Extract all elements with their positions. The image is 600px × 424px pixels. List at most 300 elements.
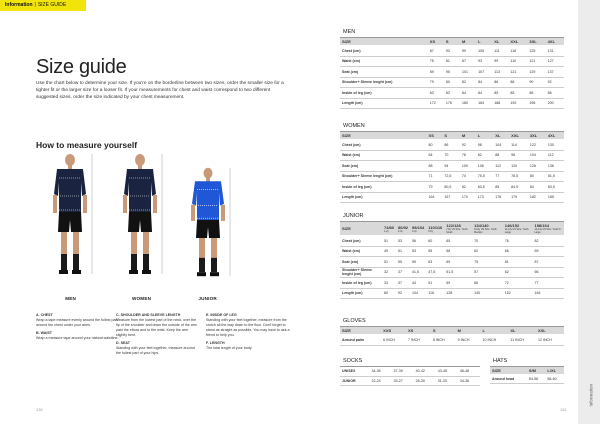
- table-cell: 104: [528, 150, 546, 161]
- table-cell: 125: [527, 46, 545, 57]
- table-cell: 104: [410, 288, 426, 299]
- section-header: [0, 0, 86, 11]
- table-row: [340, 67, 564, 78]
- table-row: [340, 98, 564, 109]
- figure-left-sock: [199, 258, 205, 272]
- table-cell: 47,5: [426, 267, 444, 278]
- column-header: 3XL: [527, 38, 545, 46]
- table-cell: 87: [532, 257, 564, 268]
- table-cell: 121: [527, 56, 545, 67]
- table-cell: 79: [427, 182, 443, 193]
- men-size-table: [340, 28, 564, 109]
- figure-left-leg: [61, 232, 67, 254]
- table-cell: 86: [492, 77, 508, 88]
- table-cell: 37: [396, 267, 410, 278]
- table-row: [340, 236, 564, 247]
- side-label: Information: [589, 384, 594, 407]
- row-label: Around head: [490, 375, 527, 384]
- table-row: [490, 375, 564, 384]
- table-row: [340, 46, 564, 57]
- hats-table-title: HATS: [490, 357, 564, 367]
- column-header: [396, 222, 410, 236]
- column-header: [444, 222, 472, 236]
- table-cell: 77: [493, 171, 509, 182]
- table-cell: 11 INCH: [508, 335, 536, 346]
- column-header: SIZE: [340, 222, 382, 236]
- table-cell: 99: [492, 56, 508, 67]
- row-label: JUNIOR: [340, 376, 369, 385]
- table-cell: 55: [396, 257, 410, 268]
- table-cell: 40-42: [414, 367, 436, 376]
- table-cell: 43-45: [436, 367, 458, 376]
- table-cell: 185: [546, 192, 564, 203]
- table-row: [340, 140, 564, 151]
- table-cell: 32: [382, 267, 396, 278]
- table-cell: 93: [476, 56, 492, 67]
- hats-table: [490, 367, 564, 384]
- table-cell: 31-33: [436, 376, 458, 385]
- table-cell: 59: [444, 278, 472, 289]
- table-cell: 86: [527, 88, 545, 99]
- table-cell: 137: [546, 67, 564, 78]
- table-cell: 85: [508, 88, 527, 99]
- table-cell: 51,5: [444, 267, 472, 278]
- table-cell: 75: [472, 257, 503, 268]
- note-text: The total length of your body.: [206, 346, 253, 350]
- table-cell: 100: [460, 161, 476, 172]
- table-cell: 83,5: [476, 182, 493, 193]
- table-cell: 56: [410, 236, 426, 247]
- table-cell: 55: [426, 246, 444, 257]
- figure-label: MEN: [65, 296, 76, 301]
- row-label: Length (cm): [340, 192, 427, 203]
- column-header: M: [460, 132, 476, 140]
- table-row: [340, 246, 564, 257]
- table-cell: 80: [427, 140, 443, 151]
- table-row: [340, 376, 480, 385]
- table-cell: 44: [410, 278, 426, 289]
- notes-column: [206, 313, 290, 351]
- table-cell: 89: [428, 67, 444, 78]
- note-title: C. SHOULDER AND SLEEVE LENGTH: [116, 313, 181, 317]
- column-header: M: [456, 327, 481, 335]
- women-table-title: WOMEN: [340, 122, 564, 132]
- table-cell: 63: [426, 257, 444, 268]
- table-cell: 128: [528, 161, 546, 172]
- table-cell: 84: [460, 88, 476, 99]
- figure-left-shoe: [129, 270, 138, 274]
- table-cell: 58: [444, 246, 472, 257]
- table-row: [340, 77, 564, 88]
- figure-shirt: [192, 181, 224, 220]
- figure-right-sock: [211, 258, 217, 272]
- figure-right-shoe: [142, 270, 151, 274]
- table-cell: 170: [460, 192, 476, 203]
- table-cell: 128: [444, 288, 472, 299]
- table-cell: 80: [382, 288, 396, 299]
- row-label: Seat (cm): [340, 257, 382, 268]
- table-row: [340, 150, 564, 161]
- row-label: Chest (cm): [340, 46, 428, 57]
- table-cell: 8 INCH: [431, 335, 456, 346]
- table-cell: 34-36: [458, 376, 480, 385]
- women-table: [340, 132, 564, 203]
- table-cell: 12 INCH: [536, 335, 564, 346]
- notes-column: [116, 313, 200, 356]
- table-cell: 136: [546, 161, 564, 172]
- table-cell: 80: [528, 171, 546, 182]
- figure-left-arm: [123, 195, 127, 213]
- column-header: L: [476, 132, 493, 140]
- note-text: Standing with your feet together, measure around the fullest part of your hips.: [116, 346, 195, 355]
- table-cell: 200: [546, 98, 564, 109]
- table-cell: 66: [503, 246, 533, 257]
- column-header: SIZE: [340, 327, 381, 335]
- row-label: Chest (cm): [340, 236, 382, 247]
- table-cell: 65: [444, 236, 472, 247]
- table-cell: 53: [410, 246, 426, 257]
- table-cell: 140: [472, 288, 503, 299]
- figure-left-arm: [191, 205, 195, 221]
- table-cell: 176: [444, 98, 460, 109]
- figure-label: JUNIOR: [198, 296, 217, 301]
- table-cell: 72: [503, 278, 533, 289]
- row-label: Inside of leg (cm): [340, 182, 427, 193]
- page-number-right: 131: [560, 407, 567, 412]
- table-cell: 49: [382, 246, 396, 257]
- table-cell: 81: [444, 56, 460, 67]
- note-title: A. CHEST: [36, 313, 53, 317]
- figure-right-sock: [73, 254, 79, 270]
- gloves-table: [340, 327, 564, 346]
- table-cell: 10 INCH: [480, 335, 508, 346]
- figure-shirt: [124, 169, 156, 212]
- row-label: Length (cm): [340, 288, 382, 299]
- column-header: M: [460, 38, 476, 46]
- age-label: 1-2y: [384, 229, 389, 233]
- row-label: Seat (cm): [340, 161, 427, 172]
- column-header: [426, 222, 444, 236]
- table-cell: 70: [472, 236, 503, 247]
- table-cell: 90: [527, 77, 545, 88]
- table-cell: 37-39: [392, 367, 414, 376]
- column-header: S: [431, 327, 456, 335]
- table-cell: 176: [493, 192, 509, 203]
- socks-size-table: [340, 357, 480, 386]
- table-cell: 93: [444, 46, 460, 57]
- table-cell: 59: [410, 257, 426, 268]
- table-cell: 62: [503, 267, 533, 278]
- column-header: [382, 222, 396, 236]
- figure-men: [30, 152, 110, 292]
- figure-left-shoe: [197, 272, 206, 276]
- table-cell: 83: [444, 88, 460, 99]
- junior-table: [340, 222, 564, 299]
- figure-right-leg: [211, 238, 217, 258]
- page-edge-strip: [578, 0, 600, 424]
- table-cell: 105: [476, 46, 492, 57]
- table-cell: 85: [493, 182, 509, 193]
- column-header: XXL: [509, 132, 528, 140]
- table-cell: 88: [508, 77, 527, 88]
- table-cell: 88: [427, 161, 443, 172]
- table-row: [340, 161, 564, 172]
- table-cell: 86: [442, 140, 459, 151]
- table-cell: 71: [427, 171, 443, 182]
- age-label: 2-3y: [398, 229, 403, 233]
- table-cell: 152: [503, 288, 533, 299]
- table-cell: 74: [460, 171, 476, 182]
- table-cell: 88: [493, 150, 509, 161]
- table-cell: 87: [428, 46, 444, 57]
- table-cell: 78,5: [509, 171, 528, 182]
- table-cell: 53: [396, 236, 410, 247]
- table-cell: 87: [460, 56, 476, 67]
- size-label: 134/140: [474, 223, 489, 228]
- age-label: 3-4y: [412, 229, 417, 233]
- table-row: [340, 182, 564, 193]
- table-cell: 46-48: [458, 367, 480, 376]
- table-cell: 62: [472, 246, 503, 257]
- table-cell: 167: [442, 192, 459, 203]
- row-label: Shoulder+ Sleeve lenght (cm): [340, 171, 427, 182]
- table-cell: 112: [546, 150, 564, 161]
- row-label: Length (cm): [340, 98, 428, 109]
- table-cell: 41,5: [410, 267, 426, 278]
- table-cell: 96: [509, 150, 528, 161]
- table-cell: 86: [546, 88, 564, 99]
- column-header: XL: [493, 132, 509, 140]
- table-row: [340, 335, 564, 346]
- figure-shorts: [58, 212, 82, 232]
- row-label: Shoulder+ Sleeve lenght (cm): [340, 77, 428, 88]
- table-cell: 80,5: [442, 182, 459, 193]
- table-cell: 80: [444, 77, 460, 88]
- figure-head: [204, 168, 213, 179]
- men-table-title: MEN: [340, 28, 564, 38]
- table-row: [340, 257, 564, 268]
- table-cell: 164: [532, 288, 564, 299]
- note-text: Measure from the lowest part of the neck, over the tip of the shoulder and down the outside of the arm past the elbow and to the wrist. Keep the arm slightly bent.: [116, 318, 197, 337]
- table-cell: 192: [508, 98, 527, 109]
- table-cell: 76: [503, 236, 533, 247]
- table-cell: 101: [460, 67, 476, 78]
- table-row: [340, 88, 564, 99]
- table-cell: 66: [472, 278, 503, 289]
- table-cell: 111: [492, 46, 508, 57]
- table-cell: 85: [492, 88, 508, 99]
- size-label: 122/128: [446, 223, 461, 228]
- table-row: [340, 288, 564, 299]
- socks-table-title: SOCKS: [340, 357, 480, 367]
- size-label: 158/164: [534, 223, 549, 228]
- measure-title: How to measure yourself: [36, 140, 138, 150]
- table-cell: 37: [396, 278, 410, 289]
- column-header: 3XL: [528, 132, 546, 140]
- figure-neck: [68, 165, 72, 169]
- table-cell: 92: [546, 77, 564, 88]
- table-row: [340, 278, 564, 289]
- column-header: SIZE: [490, 367, 527, 375]
- table-cell: 107: [476, 67, 492, 78]
- table-cell: 127: [546, 56, 564, 67]
- table-header-row: [340, 327, 564, 335]
- table-cell: 84,5: [509, 182, 528, 193]
- note-title: E. INSIDE OF LEG: [206, 313, 237, 317]
- figure-right-arm: [83, 195, 87, 213]
- table-cell: 92: [396, 288, 410, 299]
- table-cell: 98: [476, 140, 493, 151]
- table-cell: 83,5: [546, 182, 564, 193]
- figure-right-leg: [73, 232, 79, 254]
- table-cell: 184: [476, 98, 492, 109]
- size-label: 74/80: [384, 224, 395, 230]
- table-cell: 51: [396, 246, 410, 257]
- age-label: 11-12y US Size: Youth Large: [504, 228, 529, 234]
- column-header: [410, 222, 426, 236]
- table-cell: 113: [492, 67, 508, 78]
- column-header: XXS: [381, 327, 406, 335]
- note-text: Wrap a measure tape around your natural waistline.: [36, 336, 119, 340]
- figure-left-shoe: [59, 270, 68, 274]
- table-cell: 122: [528, 140, 546, 151]
- figure-head: [65, 154, 75, 166]
- intro-text: Use the chart below to determine your size. If you're on the borderline between two sizes, order the smaller size for a tighter fit or the larger size for a looser fit. If your measurements for chest and waist correspond to two different suggested sizes, order the size indicated by your chest measurement.: [36, 81, 284, 101]
- table-cell: 77: [532, 278, 564, 289]
- table-cell: 57: [472, 267, 503, 278]
- table-cell: 121: [508, 67, 527, 78]
- table-cell: 82: [532, 236, 564, 247]
- table-cell: 82: [460, 77, 476, 88]
- table-cell: 131: [546, 46, 564, 57]
- figure-neck: [138, 165, 142, 169]
- table-cell: 54-56: [527, 375, 546, 384]
- column-header: XL: [508, 327, 536, 335]
- table-cell: 82: [476, 150, 493, 161]
- table-row: [340, 56, 564, 67]
- column-header: XS: [427, 132, 443, 140]
- table-header-row: [490, 367, 564, 375]
- men-table: [340, 38, 564, 109]
- table-cell: 94: [442, 161, 459, 172]
- women-size-table: [340, 122, 564, 203]
- figure-left-leg: [199, 238, 205, 258]
- row-label: Waist (cm): [340, 56, 428, 67]
- socks-table: [340, 367, 480, 386]
- figure-right-shoe: [72, 270, 81, 274]
- row-label: Inside of leg (cm): [340, 88, 428, 99]
- table-cell: 84: [528, 182, 546, 193]
- table-cell: 112: [493, 161, 509, 172]
- figure-junior: [168, 152, 248, 292]
- row-label: Seat (cm): [340, 67, 428, 78]
- table-cell: 99: [460, 46, 476, 57]
- table-cell: 6 INCH: [381, 335, 406, 346]
- table-cell: 172: [428, 98, 444, 109]
- row-label: UNISEX: [340, 367, 369, 376]
- row-label: Waist (cm): [340, 150, 427, 161]
- table-cell: 22-24: [369, 376, 391, 385]
- table-cell: 33: [382, 278, 396, 289]
- table-cell: 51: [382, 236, 396, 247]
- column-header: [532, 222, 564, 236]
- table-cell: 84: [476, 88, 492, 99]
- gloves-table-title: GLOVES: [340, 317, 564, 327]
- table-cell: 92: [460, 140, 476, 151]
- junior-size-table: [340, 212, 564, 299]
- table-cell: 110: [508, 56, 527, 67]
- note-title: F. LENGTH: [206, 341, 225, 345]
- column-header: S/M: [527, 367, 546, 375]
- notes-column: [36, 313, 120, 341]
- column-header: XS: [406, 327, 431, 335]
- column-header: L/XL: [545, 367, 564, 375]
- table-cell: 84: [476, 77, 492, 88]
- figure-left-leg: [131, 232, 137, 254]
- table-cell: 34-36: [369, 367, 391, 376]
- table-cell: 104: [493, 140, 509, 151]
- table-cell: 51: [382, 257, 396, 268]
- column-header: 4XL: [546, 132, 564, 140]
- age-label: 5-6y: [428, 229, 433, 233]
- note-text: Standing with your feet together, measure from the crotch all the way down to the floor. Don't forget to stand as straight as possible. You may have to ask a friend to help you.: [206, 318, 290, 337]
- table-cell: 116: [426, 288, 444, 299]
- size-label: 98/104: [412, 224, 425, 230]
- column-header: S: [444, 38, 460, 46]
- figure-head: [135, 154, 145, 166]
- table-cell: 83: [428, 88, 444, 99]
- table-cell: 79: [428, 77, 444, 88]
- page-number-left: 130: [36, 407, 43, 412]
- table-cell: 69: [444, 257, 472, 268]
- figure-shorts: [128, 212, 152, 232]
- column-header: XXL: [508, 38, 527, 46]
- table-cell: 75: [428, 56, 444, 67]
- table-cell: 60: [426, 236, 444, 247]
- age-label: 13-14y US Size: Youth X-Large: [534, 228, 562, 234]
- figure-shirt: [54, 169, 86, 212]
- figure-right-sock: [143, 254, 149, 270]
- table-cell: 7 INCH: [406, 335, 431, 346]
- size-label: 86/92: [398, 224, 409, 230]
- table-cell: 106: [476, 161, 493, 172]
- table-cell: 51: [426, 278, 444, 289]
- figure-right-shoe: [210, 272, 219, 276]
- table-cell: 82: [460, 182, 476, 193]
- junior-table-title: JUNIOR: [340, 212, 564, 222]
- column-header: [503, 222, 533, 236]
- table-row: [340, 192, 564, 203]
- table-cell: 25-27: [392, 376, 414, 385]
- figure-left-sock: [61, 254, 67, 270]
- row-label: Shoulder+ Sleeve lenght (cm): [340, 267, 382, 278]
- table-cell: 130: [546, 140, 564, 151]
- row-label: Waist (cm): [340, 246, 382, 257]
- table-cell: 81: [503, 257, 533, 268]
- table-cell: 72,5: [442, 171, 459, 182]
- hats-size-table: [490, 357, 564, 384]
- table-cell: 173: [476, 192, 493, 203]
- column-header: XXL: [536, 327, 564, 335]
- column-header: [472, 222, 503, 236]
- header-separator: |: [34, 2, 36, 8]
- note-title: B. WAIST: [36, 331, 52, 335]
- table-cell: 180: [460, 98, 476, 109]
- table-cell: 164: [427, 192, 443, 203]
- age-label: 7-8y US Size: Youth Small: [446, 228, 468, 234]
- header-title: SIZE GUIDE: [37, 2, 67, 8]
- column-header: XL: [492, 38, 508, 46]
